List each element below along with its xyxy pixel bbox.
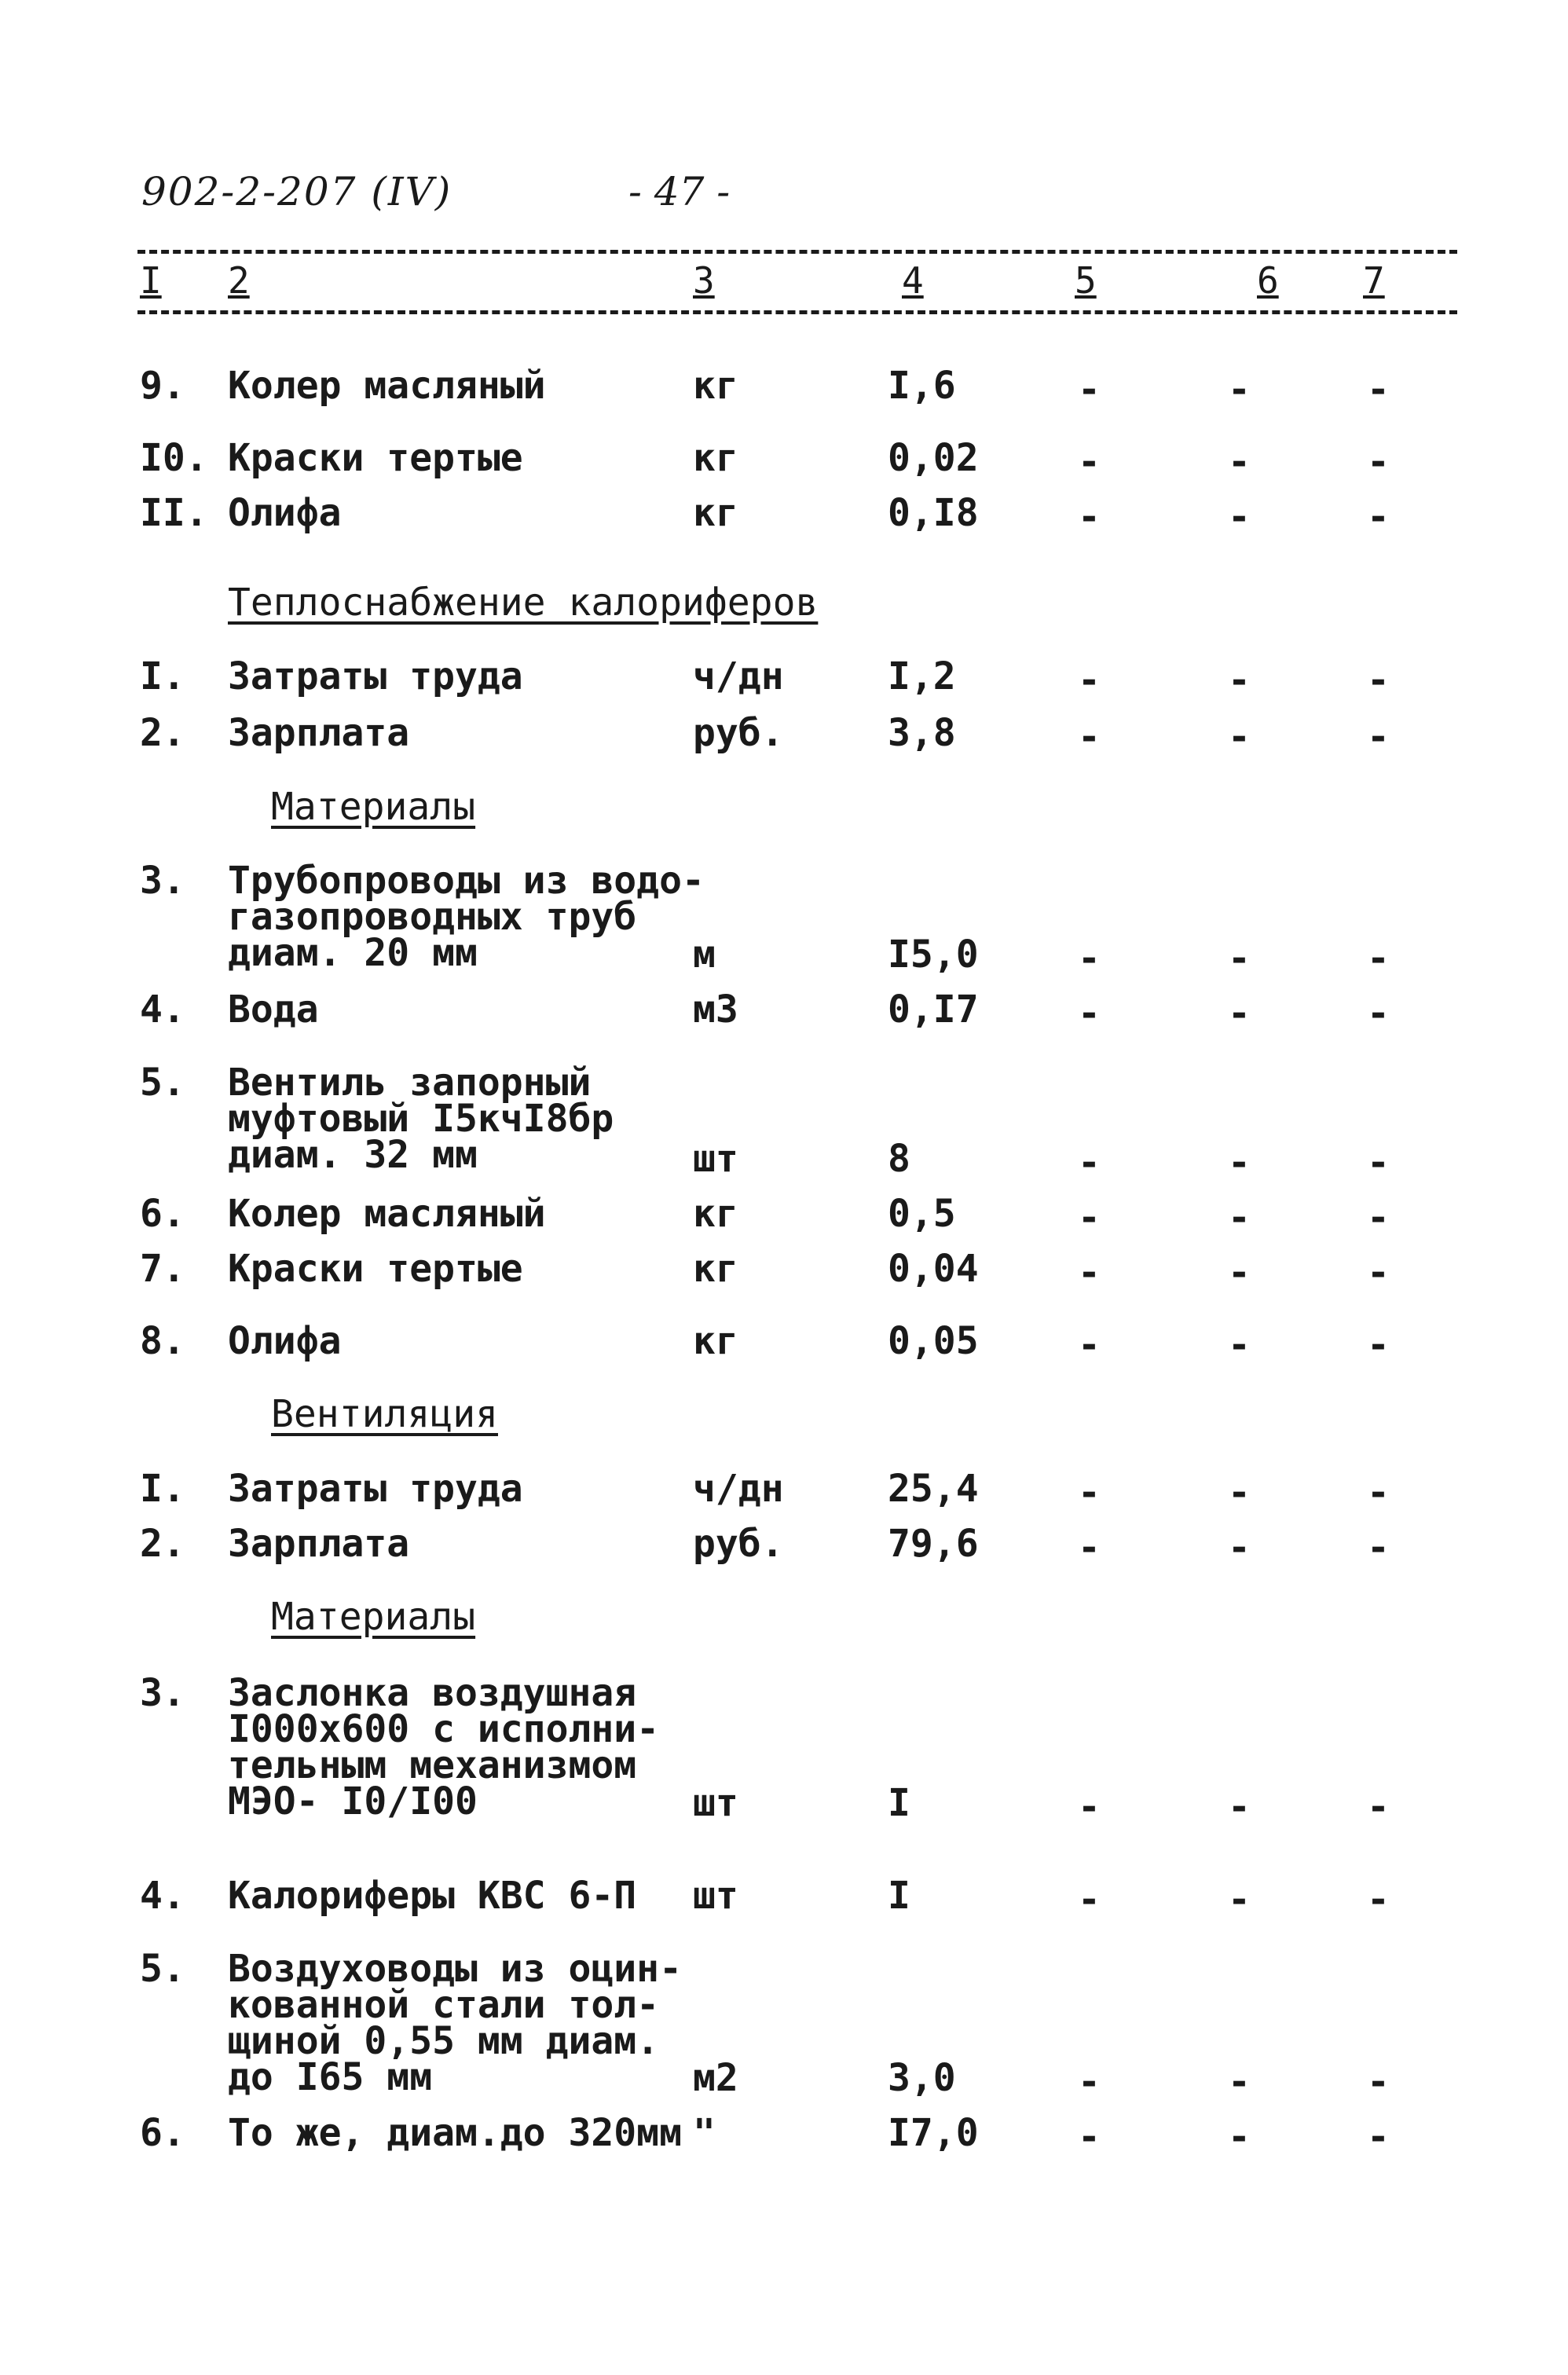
item-name: Колер масляный: [228, 364, 546, 408]
row-number: I.: [140, 654, 185, 698]
item-name: Вентиль запорный муфтовый I5кчI8бр диам. 32 мм: [228, 1061, 614, 1177]
col5-value: -: [1078, 1878, 1101, 1922]
quantity: 0,05: [888, 1319, 979, 1363]
item-name: То же, диам.до 320мм: [228, 2111, 682, 2155]
quantity: 0,I7: [888, 988, 979, 1032]
quantity: 8: [888, 1137, 910, 1181]
item-name: Затраты труда: [228, 1467, 523, 1511]
column-header-5: 5: [1075, 259, 1097, 302]
document-code: 902-2-207 (IV): [141, 169, 452, 214]
row-number: 6.: [140, 2111, 185, 2155]
col7-value: -: [1367, 1471, 1390, 1515]
col6-value: -: [1228, 495, 1251, 539]
column-header-1: I: [140, 259, 162, 302]
header-top-rule: [137, 250, 1457, 254]
col7-value: -: [1367, 1526, 1390, 1570]
quantity: I7,0: [888, 2111, 979, 2155]
col6-value: -: [1228, 1471, 1251, 1515]
col5-value: -: [1078, 2115, 1101, 2159]
subsection-title-materials: Материалы: [271, 1595, 476, 1639]
col6-value: -: [1228, 1878, 1251, 1922]
item-name: Зарплата: [228, 1522, 410, 1566]
col7-value: -: [1367, 2115, 1390, 2159]
col5-value: -: [1078, 1196, 1101, 1240]
col5-value: -: [1078, 936, 1101, 980]
unit: кг: [693, 436, 738, 480]
item-name: Олифа: [228, 1319, 342, 1363]
col5-value: -: [1078, 368, 1101, 412]
item-name: Воздуховоды из оцин- кованной стали тол- щиной 0,55 мм диам. до I65 мм: [228, 1947, 682, 2099]
column-header-4: 4: [902, 259, 924, 302]
col5-value: -: [1078, 1526, 1101, 1570]
col7-value: -: [1367, 495, 1390, 539]
unit: руб.: [693, 1522, 784, 1566]
section-title-ventilation: Вентиляция: [271, 1392, 498, 1436]
unit: шт: [693, 1874, 738, 1918]
col6-value: -: [1228, 1196, 1251, 1240]
quantity: 0,I8: [888, 491, 979, 535]
item-name: Затраты труда: [228, 654, 523, 698]
col6-value: -: [1228, 1251, 1251, 1295]
unit: кг: [693, 364, 738, 408]
col7-value: -: [1367, 2060, 1390, 2104]
row-number: I.: [140, 1467, 185, 1511]
row-number: 9.: [140, 364, 185, 408]
row-number: 2.: [140, 711, 185, 755]
col5-value: -: [1078, 1323, 1101, 1367]
unit: кг: [693, 491, 738, 535]
item-name: Олифа: [228, 491, 342, 535]
col6-value: -: [1228, 440, 1251, 484]
col7-value: -: [1367, 715, 1390, 759]
quantity: I: [888, 1781, 910, 1825]
col7-value: -: [1367, 1878, 1390, 1922]
col5-value: -: [1078, 1251, 1101, 1295]
col6-value: -: [1228, 1526, 1251, 1570]
quantity: 0,5: [888, 1192, 956, 1236]
col6-value: -: [1228, 2115, 1251, 2159]
col6-value: -: [1228, 936, 1251, 980]
quantity: I,6: [888, 364, 956, 408]
header-bottom-rule: [137, 310, 1457, 314]
column-header-7: 7: [1363, 259, 1385, 302]
col7-value: -: [1367, 1141, 1390, 1185]
quantity: 0,02: [888, 436, 979, 480]
col6-value: -: [1228, 991, 1251, 1035]
quantity: I,2: [888, 654, 956, 698]
row-number: 7.: [140, 1247, 185, 1291]
col7-value: -: [1367, 1251, 1390, 1295]
col5-value: -: [1078, 1785, 1101, 1829]
unit: кг: [693, 1319, 738, 1363]
item-name: Краски тертые: [228, 436, 523, 480]
col5-value: -: [1078, 1471, 1101, 1515]
item-name: Заслонка воздушная I000х600 с исполни- тельным механизмом МЭО- I0/I00: [228, 1671, 660, 1823]
row-number: 4.: [140, 1874, 185, 1918]
unit: ч/дн: [693, 654, 784, 698]
row-number: 8.: [140, 1319, 185, 1363]
item-name: Трубопроводы из водо- газопроводных труб диам. 20 мм: [228, 859, 705, 975]
col6-value: -: [1228, 368, 1251, 412]
col7-value: -: [1367, 1785, 1390, 1829]
unit: ": [693, 2111, 716, 2155]
col7-value: -: [1367, 991, 1390, 1035]
unit: м2: [693, 2056, 738, 2100]
col6-value: -: [1228, 1323, 1251, 1367]
item-name: Вода: [228, 988, 319, 1032]
col7-value: -: [1367, 658, 1390, 702]
col5-value: -: [1078, 440, 1101, 484]
col5-value: -: [1078, 1141, 1101, 1185]
item-name: Колер масляный: [228, 1192, 546, 1236]
col6-value: -: [1228, 2060, 1251, 2104]
unit: ч/дн: [693, 1467, 784, 1511]
quantity: 0,04: [888, 1247, 979, 1291]
quantity: 25,4: [888, 1467, 979, 1511]
col7-value: -: [1367, 368, 1390, 412]
quantity: 3,8: [888, 711, 956, 755]
unit: кг: [693, 1192, 738, 1236]
subsection-title-materials: Материалы: [271, 785, 476, 829]
item-name: Краски тертые: [228, 1247, 523, 1291]
col6-value: -: [1228, 658, 1251, 702]
row-number: II.: [140, 491, 208, 535]
col7-value: -: [1367, 440, 1390, 484]
col5-value: -: [1078, 2060, 1101, 2104]
unit: шт: [693, 1137, 738, 1181]
col6-value: -: [1228, 1785, 1251, 1829]
row-number: 4.: [140, 988, 185, 1032]
col5-value: -: [1078, 495, 1101, 539]
item-name: Калориферы КВС 6-П: [228, 1874, 637, 1918]
row-number: 2.: [140, 1522, 185, 1566]
column-header-3: 3: [693, 259, 715, 302]
item-name: Зарплата: [228, 711, 410, 755]
unit: кг: [693, 1247, 738, 1291]
row-number: 3.: [140, 1671, 185, 1715]
unit: шт: [693, 1781, 738, 1825]
row-number: 5.: [140, 1061, 185, 1105]
quantity: I5,0: [888, 933, 979, 977]
col5-value: -: [1078, 715, 1101, 759]
unit: руб.: [693, 711, 784, 755]
row-number: 6.: [140, 1192, 185, 1236]
col6-value: -: [1228, 1141, 1251, 1185]
col6-value: -: [1228, 715, 1251, 759]
col7-value: -: [1367, 1323, 1390, 1367]
page-number: - 47 -: [628, 169, 731, 214]
unit: м: [693, 933, 716, 977]
quantity: 3,0: [888, 2056, 956, 2100]
section-title-heat: Теплоснабжение калориферов: [228, 581, 819, 625]
col5-value: -: [1078, 658, 1101, 702]
row-number: 3.: [140, 859, 185, 903]
unit: м3: [693, 988, 738, 1032]
col7-value: -: [1367, 936, 1390, 980]
quantity: I: [888, 1874, 910, 1918]
quantity: 79,6: [888, 1522, 979, 1566]
row-number: 5.: [140, 1947, 185, 1991]
column-header-2: 2: [228, 259, 250, 302]
col7-value: -: [1367, 1196, 1390, 1240]
column-header-6: 6: [1257, 259, 1279, 302]
row-number: I0.: [140, 436, 208, 480]
col5-value: -: [1078, 991, 1101, 1035]
